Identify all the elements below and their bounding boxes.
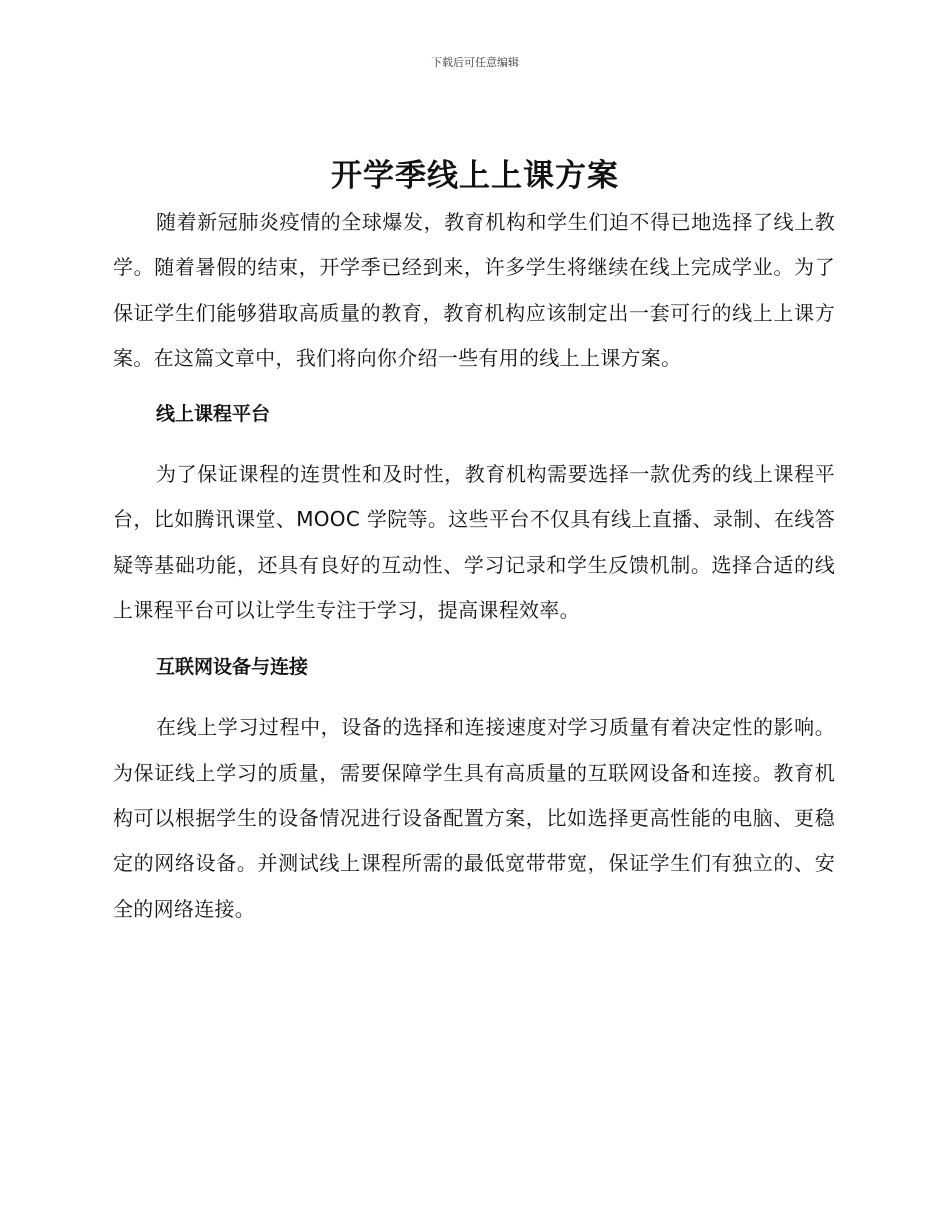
document-body [113,200,835,932]
page-header-note: 下载后可任意编辑 [431,56,519,69]
intro-paragraph: 随着新冠肺炎疫情的全球爆发，教育机构和学生们迫不得已地选择了线上教学。随着暑假的结束，开学季已经到来，许多学生将继续在线上完成学业。为了保证学生们能够猎取高质量的教育，教育机构应该制定出一套可行的线上上课方案。在这篇文章中，我们将向你介绍一些有用的线上上课方案。 [113,210,835,370]
document-title: 开学季线上上课方案 [331,158,619,194]
section-heading-devices: 互联网设备与连接 [156,656,309,679]
section-heading-platform: 线上课程平台 [156,403,271,426]
section-paragraph-devices: 在线上学习过程中，设备的选择和连接速度对学习质量有着决定性的影响。为保证线上学习的质量，需要保障学生具有高质量的互联网设备和连接。教育机构可以根据学生的设备情况进行设备配置方案，比如选择更高性能的电脑、更稳定的网络设备。并测试线上课程所需的最低宽带带宽，保证学生们有独立的、安全的网络连接。 [113,715,835,921]
section-paragraph-platform: 为了保证课程的连贯性和及时性，教育机构需要选择一款优秀的线上课程平台，比如腾讯课堂、MOOC 学院等。这些平台不仅具有线上直播、录制、在线答疑等基础功能，还具有良好的互动性、学习记录和学生反馈机制。选择合适的线上课程平台可以让学生专注于学习，提高课程效率。 [113,462,835,623]
